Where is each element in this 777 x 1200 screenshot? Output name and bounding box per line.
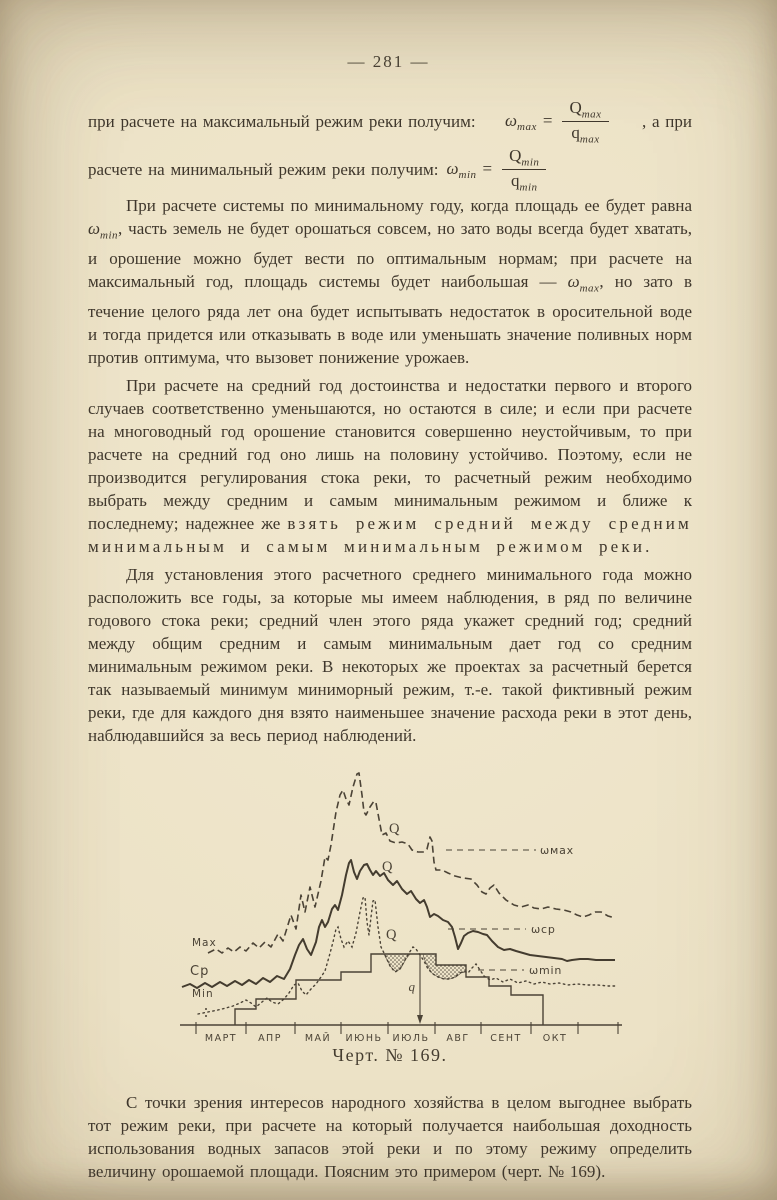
formula-text-2: расчете на минимальный режим реки получим: [88, 159, 439, 179]
formula-max: $\omega_{max}$ = $\frac{Q_{max}}{q_{max}}$ [505, 98, 613, 146]
month-label: Авг [446, 1033, 470, 1045]
month-label: Апр [258, 1033, 282, 1045]
figure-169 [88, 757, 692, 1079]
month-label: Июнь [345, 1033, 383, 1045]
month-label: Март [204, 1033, 238, 1045]
formula-line-2 [88, 146, 692, 194]
discharge-label-max: Q [389, 821, 400, 838]
omega-avg-label: ωср [531, 923, 556, 937]
label-max: Мах [192, 937, 217, 950]
q-arrow-head [417, 1015, 423, 1024]
month-label: Окт [542, 1033, 568, 1045]
discharge-label-min: Q [386, 927, 397, 944]
q-demand-label: q [408, 979, 415, 995]
emphasized-text: взять режим средний между средним минимальным и самым минимальным режимом реки. [88, 514, 692, 557]
label-min: Min [192, 988, 214, 1001]
hydrograph-chart [168, 757, 628, 1057]
text-column [88, 98, 692, 1183]
discharge-label-avg: Q [382, 859, 393, 876]
fraction-min: $\frac{Q_{min}}{q_{min}}$ [502, 146, 546, 194]
fraction-max: $\frac{Q_{max}}{q_{max}}$ [562, 98, 608, 146]
label-avg: Ср [190, 964, 210, 980]
min-ellipsis-dot [205, 1015, 207, 1017]
month-label: Сент [490, 1033, 522, 1045]
figure-caption: Черт. № 169. [332, 1045, 448, 1066]
curve-min-regime [198, 897, 616, 1014]
formula-text: при расчете на максимальный режим реки получим: [88, 111, 476, 131]
formula-tail: , а при [641, 111, 692, 131]
paragraph-4: Для установления этого расчетного среднего минимального года можно расположить все годы, за которые мы имеем наблюдения, в ряд по величине годового стока реки; средний член этого ряда укажет средний год; средний между общим средним и самым минимальным дает год со средним минимальным режимом реки. В некоторых же проектах за расчетный берется так называемый минимум миниморный режим, т.-е. такой фиктивный режим реки, где для каждого дня взято наименьшее значение расхода реки в этот день, наблюдавшийся за весь период наблюдений. [88, 565, 692, 746]
paragraph-formula [88, 98, 692, 194]
omega-max-label: ωмах [540, 844, 574, 858]
deficit-area-june [384, 954, 410, 972]
min-ellipsis-dot [205, 1008, 207, 1010]
month-label: Июль [392, 1033, 430, 1045]
paragraph-2: При расчете системы по минимальному году, когда площадь ее будет равна $\omega_{min}$, часть земель не будет орошаться совсем, но зато воды всегда будет хватать, и орошение можно будет вести по оптимальным нормам; при расчете на максимальный год, площадь системы будет наибольшая — $\omega_{max}$, но зато в течение целого ряда лет она будет испытывать недостаток в оросительной воде и тогда придется или отказывать в воде или уменьшать значение поливных норм против оптимума, что вызовет понижение урожаев. [88, 195, 692, 368]
page-number: — 281 — [347, 52, 430, 71]
paragraph-3: При расчете на средний год достоинства и недостатки первого и второго случаев соответственно уменьшаются, но остаются в силе; и если при расчете на многоводный год орошение становится совершенно неустойчивым, то при расчете на средний год оно лишь на половину устойчиво. Поэтому, если не производится регулирования стока реки, то расчетный режим необходимо выбрать между средним и самым минимальным режимом и ближе к последнему; надежнее же взять режим средний между средним минимальным и самым минимальным режимом реки. [88, 376, 692, 557]
paragraph-5: С точки зрения интересов народного хозяйства в целом выгоднее выбрать тот режим реки, при расчете на который получается наибольшая доходность использования водных запасов этой реки и по этому режиму определить величину орошаемой площади. Поясним это примером (черт. № 169). [88, 1093, 692, 1182]
formula-min: $\omega_{min}$ = $\frac{Q_{min}}{q_{min}}$ [447, 146, 551, 194]
formula-line-1 [88, 98, 692, 146]
deficit-area-july-aug [423, 954, 466, 979]
omega-min-label: ωmin [529, 964, 563, 978]
month-label: Май [304, 1033, 332, 1045]
